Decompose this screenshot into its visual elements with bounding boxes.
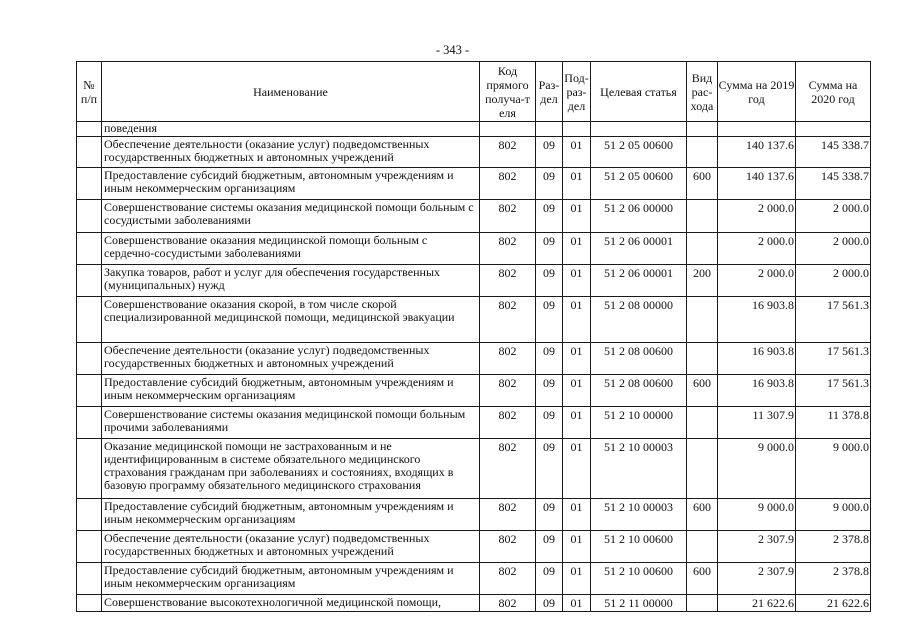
table-row	[77, 200, 871, 233]
cell-name: Предоставление субсидий бюджетным, автономным учреждениям и иным некоммерческим организациям	[102, 168, 480, 200]
cell-target: 51 2 06 00000	[591, 200, 687, 233]
cell-code: 802	[480, 531, 536, 563]
cell-sum-2020: 2 000.0	[796, 265, 871, 297]
cell-subsection: 01	[563, 563, 591, 595]
cell-num	[77, 407, 102, 439]
cell-code: 802	[480, 439, 536, 499]
cell-num	[77, 531, 102, 563]
cell-exp-type	[687, 122, 718, 137]
header-code: Код прямого получа-т еля	[480, 62, 536, 122]
cell-num	[77, 343, 102, 375]
cell-subsection: 01	[563, 531, 591, 563]
cell-sum-2019: 2 307.9	[718, 531, 796, 563]
cell-sum-2020: 145 338.7	[796, 168, 871, 200]
cell-code: 802	[480, 233, 536, 265]
cell-target: 51 2 08 00000	[591, 297, 687, 343]
table-row	[77, 595, 871, 612]
header-name: Наименование	[102, 62, 480, 122]
cell-exp-type	[687, 343, 718, 375]
cell-code	[480, 122, 536, 137]
cell-section	[536, 122, 563, 137]
cell-exp-type: 600	[687, 563, 718, 595]
cell-name: Совершенствование системы оказания медицинской помощи больным с сосудистыми заболеваниями	[102, 200, 480, 233]
cell-subsection: 01	[563, 297, 591, 343]
cell-name: Совершенствование оказания скорой, в том числе скорой специализированной медицинской помощи, медицинской эвакуации	[102, 297, 480, 343]
cell-num	[77, 439, 102, 499]
cell-exp-type	[687, 407, 718, 439]
table-row	[77, 265, 871, 297]
cell-subsection: 01	[563, 265, 591, 297]
cell-section: 09	[536, 563, 563, 595]
cell-name: Обеспечение деятельности (оказание услуг) подведомственных государственных бюджетных и автономных учреждений	[102, 343, 480, 375]
cell-num	[77, 233, 102, 265]
cell-num	[77, 375, 102, 407]
cell-code: 802	[480, 343, 536, 375]
cell-exp-type	[687, 595, 718, 612]
table-row	[77, 137, 871, 168]
cell-exp-type	[687, 439, 718, 499]
cell-num	[77, 297, 102, 343]
cell-name: Закупка товаров, работ и услуг для обеспечения государственных (муниципальных) нужд	[102, 265, 480, 297]
cell-code: 802	[480, 499, 536, 531]
cell-sum-2019: 2 000.0	[718, 200, 796, 233]
cell-subsection: 01	[563, 499, 591, 531]
cell-sum-2020: 9 000.0	[796, 439, 871, 499]
cell-code: 802	[480, 168, 536, 200]
cell-sum-2019: 9 000.0	[718, 499, 796, 531]
cell-name: Предоставление субсидий бюджетным, автономным учреждениям и иным некоммерческим организациям	[102, 563, 480, 595]
cell-exp-type: 600	[687, 375, 718, 407]
cell-sum-2020: 21 622.6	[796, 595, 871, 612]
cell-sum-2020: 17 561.3	[796, 297, 871, 343]
cell-section: 09	[536, 439, 563, 499]
budget-table	[76, 61, 871, 612]
cell-target	[591, 122, 687, 137]
cell-target: 51 2 05 00600	[591, 137, 687, 168]
cell-name: поведения	[102, 122, 480, 137]
cell-sum-2019: 11 307.9	[718, 407, 796, 439]
cell-section: 09	[536, 531, 563, 563]
cell-section: 09	[536, 200, 563, 233]
cell-sum-2020: 145 338.7	[796, 137, 871, 168]
cell-sum-2019: 140 137.6	[718, 137, 796, 168]
cell-exp-type	[687, 531, 718, 563]
cell-name: Оказание медицинской помощи не застрахованным и не идентифицированным в системе обязательного медицинского страхования гражданам при заболеваниях и состояниях, входящих в базовую программу обязательного медицинского страхования	[102, 439, 480, 499]
cell-code: 802	[480, 200, 536, 233]
cell-num	[77, 122, 102, 137]
cell-sum-2019: 2 000.0	[718, 265, 796, 297]
header-sum-2019: Сумма на 2019 год	[718, 62, 796, 122]
cell-target: 51 2 10 00003	[591, 499, 687, 531]
table-row	[77, 297, 871, 343]
cell-subsection: 01	[563, 200, 591, 233]
header-subsection: Под-раз-дел	[563, 62, 591, 122]
cell-sum-2019	[718, 122, 796, 137]
cell-sum-2019: 16 903.8	[718, 297, 796, 343]
cell-sum-2019: 21 622.6	[718, 595, 796, 612]
cell-subsection: 01	[563, 595, 591, 612]
cell-num	[77, 595, 102, 612]
cell-subsection: 01	[563, 168, 591, 200]
cell-target: 51 2 11 00000	[591, 595, 687, 612]
cell-exp-type: 200	[687, 265, 718, 297]
table-row	[77, 439, 871, 499]
cell-target: 51 2 06 00001	[591, 265, 687, 297]
cell-exp-type	[687, 137, 718, 168]
cell-sum-2019: 140 137.6	[718, 168, 796, 200]
table-row	[77, 343, 871, 375]
table-header-row	[77, 62, 871, 122]
cell-sum-2019: 16 903.8	[718, 343, 796, 375]
cell-sum-2020: 17 561.3	[796, 343, 871, 375]
cell-num	[77, 265, 102, 297]
cell-exp-type: 600	[687, 499, 718, 531]
cell-subsection: 01	[563, 233, 591, 265]
header-target: Целевая статья	[591, 62, 687, 122]
cell-exp-type: 600	[687, 168, 718, 200]
cell-exp-type	[687, 297, 718, 343]
cell-subsection: 01	[563, 343, 591, 375]
cell-code: 802	[480, 137, 536, 168]
cell-sum-2019: 16 903.8	[718, 375, 796, 407]
cell-code: 802	[480, 297, 536, 343]
header-num: № п/п	[77, 62, 102, 122]
cell-target: 51 2 10 00600	[591, 563, 687, 595]
cell-section: 09	[536, 343, 563, 375]
cell-num	[77, 137, 102, 168]
table-row	[77, 563, 871, 595]
page-number: - 343 -	[435, 43, 470, 57]
cell-target: 51 2 08 00600	[591, 375, 687, 407]
cell-section: 09	[536, 137, 563, 168]
cell-num	[77, 499, 102, 531]
cell-name: Совершенствование оказания медицинской помощи больным с сердечно-сосудистыми заболеваниями	[102, 233, 480, 265]
cell-subsection: 01	[563, 439, 591, 499]
header-exp-type: Вид рас-хода	[687, 62, 718, 122]
cell-name: Совершенствование высокотехнологичной медицинской помощи,	[102, 595, 480, 612]
cell-num	[77, 168, 102, 200]
cell-name: Предоставление субсидий бюджетным, автономным учреждениям и иным некоммерческим организациям	[102, 499, 480, 531]
header-sum-2020: Сумма на 2020 год	[796, 62, 871, 122]
cell-subsection	[563, 122, 591, 137]
header-section: Раз-дел	[536, 62, 563, 122]
cell-name: Обеспечение деятельности (оказание услуг) подведомственных государственных бюджетных и автономных учреждений	[102, 531, 480, 563]
cell-target: 51 2 08 00600	[591, 343, 687, 375]
cell-sum-2020: 2 378.8	[796, 531, 871, 563]
table-row	[77, 375, 871, 407]
cell-subsection: 01	[563, 137, 591, 168]
cell-section: 09	[536, 595, 563, 612]
cell-sum-2020: 2 000.0	[796, 200, 871, 233]
table-row	[77, 531, 871, 563]
cell-subsection: 01	[563, 375, 591, 407]
table-row	[77, 168, 871, 200]
table-row	[77, 499, 871, 531]
cell-name: Совершенствование системы оказания медицинской помощи больным прочими заболеваниями	[102, 407, 480, 439]
cell-section: 09	[536, 233, 563, 265]
cell-sum-2020	[796, 122, 871, 137]
cell-name: Обеспечение деятельности (оказание услуг) подведомственных государственных бюджетных и автономных учреждений	[102, 137, 480, 168]
cell-section: 09	[536, 375, 563, 407]
cell-exp-type	[687, 233, 718, 265]
cell-section: 09	[536, 265, 563, 297]
cell-code: 802	[480, 375, 536, 407]
cell-sum-2019: 2 307.9	[718, 563, 796, 595]
cell-code: 802	[480, 265, 536, 297]
cell-target: 51 2 06 00001	[591, 233, 687, 265]
cell-sum-2019: 2 000.0	[718, 233, 796, 265]
cell-num	[77, 200, 102, 233]
cell-section: 09	[536, 499, 563, 531]
carry-over-row	[77, 122, 871, 137]
cell-target: 51 2 10 00000	[591, 407, 687, 439]
cell-code: 802	[480, 563, 536, 595]
cell-code: 802	[480, 407, 536, 439]
cell-sum-2019: 9 000.0	[718, 439, 796, 499]
cell-exp-type	[687, 200, 718, 233]
cell-section: 09	[536, 297, 563, 343]
cell-section: 09	[536, 168, 563, 200]
cell-sum-2020: 17 561.3	[796, 375, 871, 407]
cell-sum-2020: 2 000.0	[796, 233, 871, 265]
cell-section: 09	[536, 407, 563, 439]
cell-name: Предоставление субсидий бюджетным, автономным учреждениям и иным некоммерческим организациям	[102, 375, 480, 407]
cell-sum-2020: 9 000.0	[796, 499, 871, 531]
table-row	[77, 407, 871, 439]
cell-target: 51 2 05 00600	[591, 168, 687, 200]
cell-target: 51 2 10 00003	[591, 439, 687, 499]
cell-sum-2020: 2 378.8	[796, 563, 871, 595]
cell-code: 802	[480, 595, 536, 612]
cell-num	[77, 563, 102, 595]
table-row	[77, 233, 871, 265]
cell-sum-2020: 11 378.8	[796, 407, 871, 439]
cell-subsection: 01	[563, 407, 591, 439]
cell-target: 51 2 10 00600	[591, 531, 687, 563]
